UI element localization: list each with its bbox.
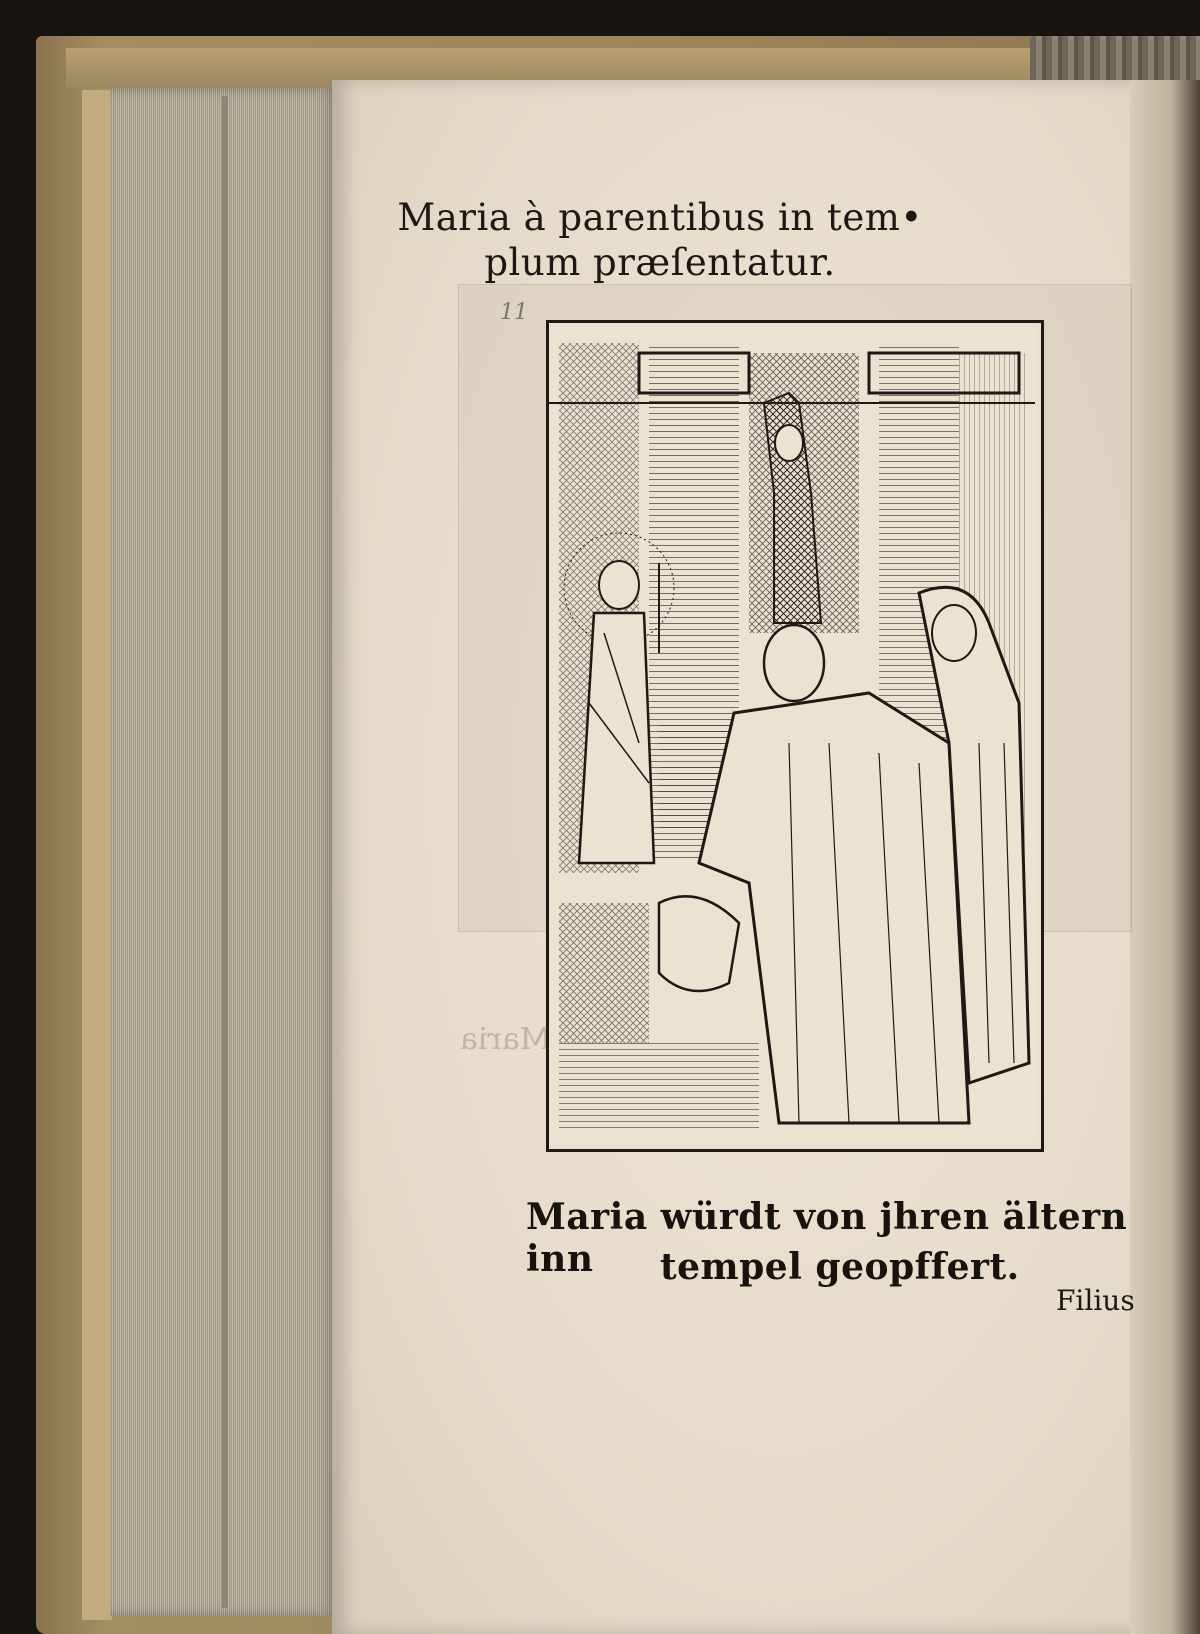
latin-title-line-2: plum præſentatur. xyxy=(484,241,836,284)
cover-inner-edge xyxy=(82,90,112,1620)
german-caption-line-1: Maria würdt von jhren ältern inn xyxy=(526,1196,1128,1280)
german-caption-line-2: tempel geopffert. xyxy=(660,1246,1020,1288)
woodcut-presentation-of-mary-icon xyxy=(549,323,1035,1143)
woodcut-illustration xyxy=(546,320,1044,1152)
page-gutter xyxy=(1130,80,1200,1634)
catchword: Filius xyxy=(1056,1284,1135,1317)
pencil-page-number: 11 xyxy=(500,300,528,325)
latin-title-line-1: Maria à parentibus in tem• xyxy=(397,196,923,239)
showthrough-text: Maria xyxy=(460,1022,551,1057)
page-block-divider xyxy=(222,96,228,1608)
